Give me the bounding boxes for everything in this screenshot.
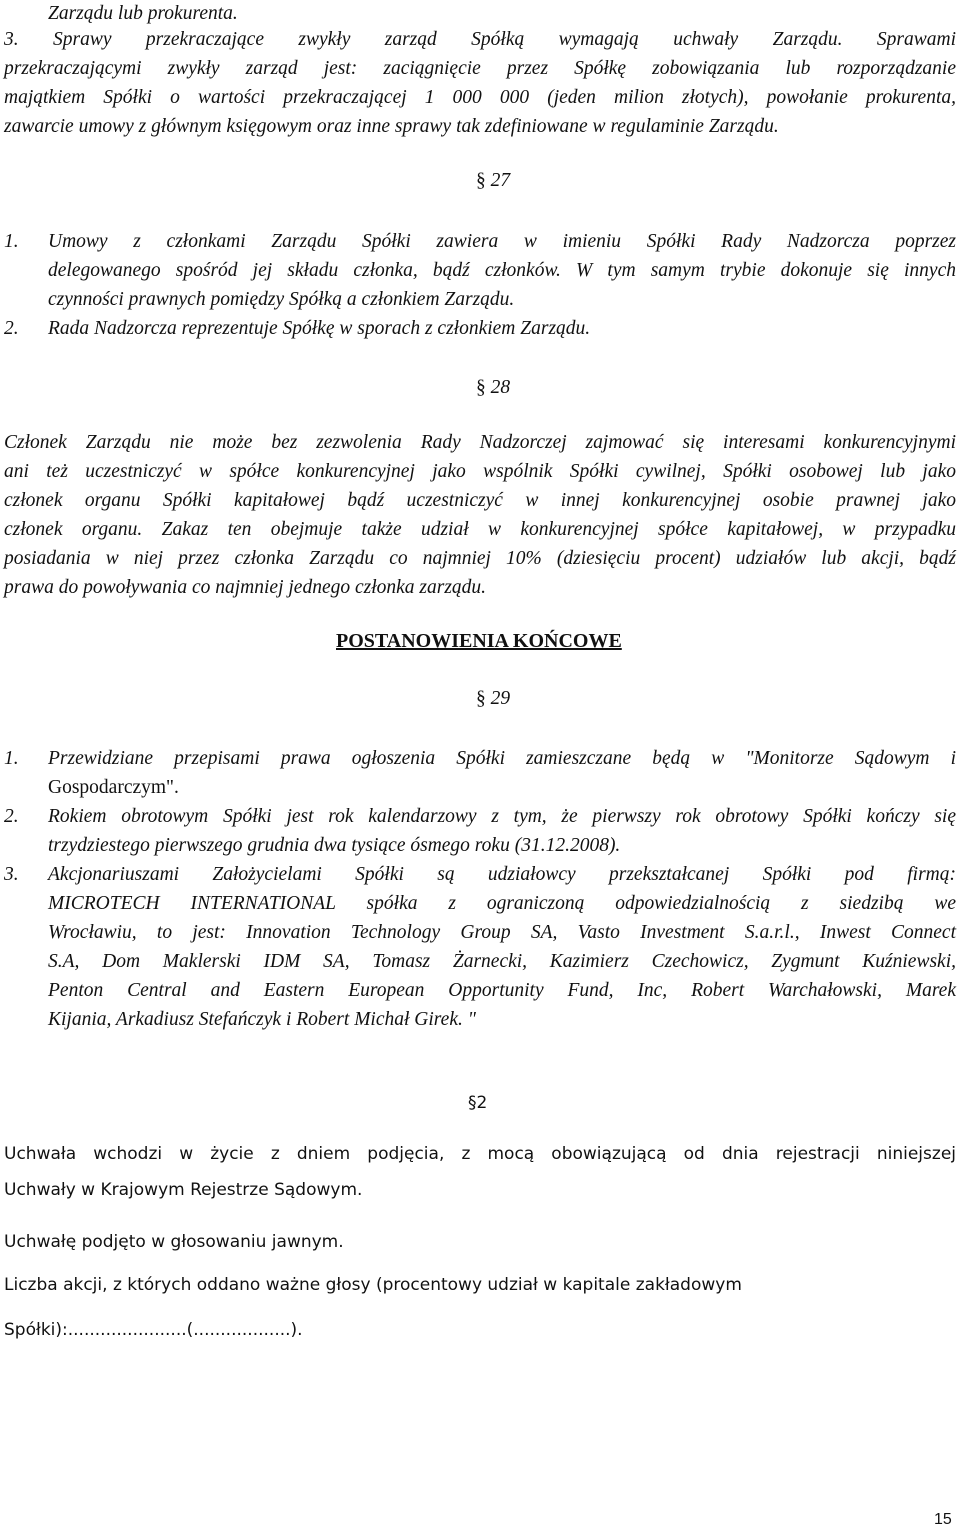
section-28-heading xyxy=(476,377,510,399)
item-3-line: zawarcie umowy z głównym księgowym oraz inne sprawy tak zdefiniowane w regulaminie Zarządu. xyxy=(4,116,779,137)
list-item-line: czynności prawnych pomiędzy Spółką a członkiem Zarządu. xyxy=(48,289,515,310)
paragraph-line: członek organu Spółki kapitałowej bądź uczestniczyć w innej konkurencyjnej osobie prawnej jako xyxy=(4,490,956,511)
resolution-line: Uchwała wchodzi w życie z dniem podjęcia, z mocą obowiązującą od dnia rejestracji niniejszej xyxy=(4,1144,956,1164)
section-number: 29 xyxy=(490,688,511,709)
item-3-line: majątkiem Spółki o wartości przekraczającej 1 000 000 (jeden milion złotych), powołanie prokurenta, xyxy=(4,87,956,108)
section-2-heading: §2 xyxy=(468,1093,488,1113)
shares-line: Liczba akcji, z których oddano ważne głosy (procentowy udział w kapitale zakładowym xyxy=(4,1275,742,1295)
list-item-number: 3. xyxy=(4,864,19,885)
list-item-number: 2. xyxy=(4,318,19,339)
paragraph-line: członek organu. Zakaz ten obejmuje także udział w konkurencyjnej spółce kapitałowej, w przypadku xyxy=(4,519,956,540)
section-number: 27 xyxy=(490,170,511,191)
section-mark: § xyxy=(476,170,486,191)
final-provisions-heading: POSTANOWIENIA KOŃCOWE xyxy=(336,630,622,652)
list-item-number: 1. xyxy=(4,231,19,252)
shares-line: Spółki):......................(..................). xyxy=(4,1320,303,1340)
section-mark: § xyxy=(476,688,486,709)
section-27-heading xyxy=(476,170,510,192)
list-item-line: Wrocławiu, to jest: Innovation Technology Group SA, Vasto Investment S.a.r.l., Inwest Connect xyxy=(48,922,956,943)
item-3-line: przekraczającymi zwykły zarząd jest: zaciągnięcie przez Spółkę zobowiązania lub rozporządzanie xyxy=(4,58,956,79)
list-item-line: trzydziestego pierwszego grudnia dwa tysiące ósmego roku (31.12.2008). xyxy=(48,835,621,856)
list-item-line: Rada Nadzorcza reprezentuje Spółkę w sporach z członkiem Zarządu. xyxy=(48,318,591,339)
paragraph-line: Członek Zarządu nie może bez zezwolenia Rady Nadzorczej zajmować się interesami konkurencyjnymi xyxy=(4,432,956,453)
vote-line: Uchwałę podjęto w głosowaniu jawnym. xyxy=(4,1232,344,1252)
paragraph-line: ani też uczestniczyć w spółce konkurencyjnej jako wspólnik Spółki cywilnej, Spółki osobowej lub jako xyxy=(4,461,956,482)
list-item-line: Przewidziane przepisami prawa ogłoszenia Spółki zamieszczane będą w "Monitorze Sądowym i xyxy=(48,748,956,769)
list-item-number: 2. xyxy=(4,806,19,827)
list-item-line: Gospodarczym". xyxy=(48,777,179,798)
intro-line: Zarządu lub prokurenta. xyxy=(48,3,238,24)
list-item-line: S.A, Dom Maklerski IDM SA, Tomasz Żarnecki, Kazimierz Czechowicz, Zygmunt Kuźniewski, xyxy=(48,951,956,972)
page-number: 15 xyxy=(934,1511,952,1528)
list-item-line: delegowanego spośród jej składu członka, bądź członków. W tym samym trybie dokonuje się innych xyxy=(48,260,956,281)
list-item-line: Umowy z członkami Zarządu Spółki zawiera w imieniu Spółki Rady Nadzorcza poprzez xyxy=(48,231,956,252)
list-item-line: Kijania, Arkadiusz Stefańczyk i Robert Michał Girek. " xyxy=(48,1009,476,1030)
list-item-line: Penton Central and Eastern European Opportunity Fund, Inc, Robert Warchałowski, Marek xyxy=(48,980,956,1001)
paragraph-line: prawa do powoływania co najmniej jednego członka zarządu. xyxy=(4,577,487,598)
section-number: 28 xyxy=(490,377,511,398)
list-item-line: Akcjonariuszami Założycielami Spółki są udziałowcy przekształcanej Spółki pod firmą: xyxy=(48,864,956,885)
section-29-heading xyxy=(476,688,510,710)
list-item-line: Rokiem obrotowym Spółki jest rok kalendarzowy z tym, że pierwszy rok obrotowy Spółki kończy się xyxy=(48,806,956,827)
item-3-line: 3. Sprawy przekraczające zwykły zarząd Spółką wymagają uchwały Zarządu. Sprawami xyxy=(4,29,956,50)
list-item-number: 1. xyxy=(4,748,19,769)
list-item-line: MICROTECH INTERNATIONAL spółka z ograniczoną odpowiedzialnością z siedzibą we xyxy=(48,893,956,914)
section-mark: § xyxy=(476,377,486,398)
paragraph-line: posiadania w niej przez członka Zarządu co najmniej 10% (dziesięciu procent) udziałów lub akcji, bądź xyxy=(4,548,956,569)
resolution-line: Uchwały w Krajowym Rejestrze Sądowym. xyxy=(4,1180,363,1200)
